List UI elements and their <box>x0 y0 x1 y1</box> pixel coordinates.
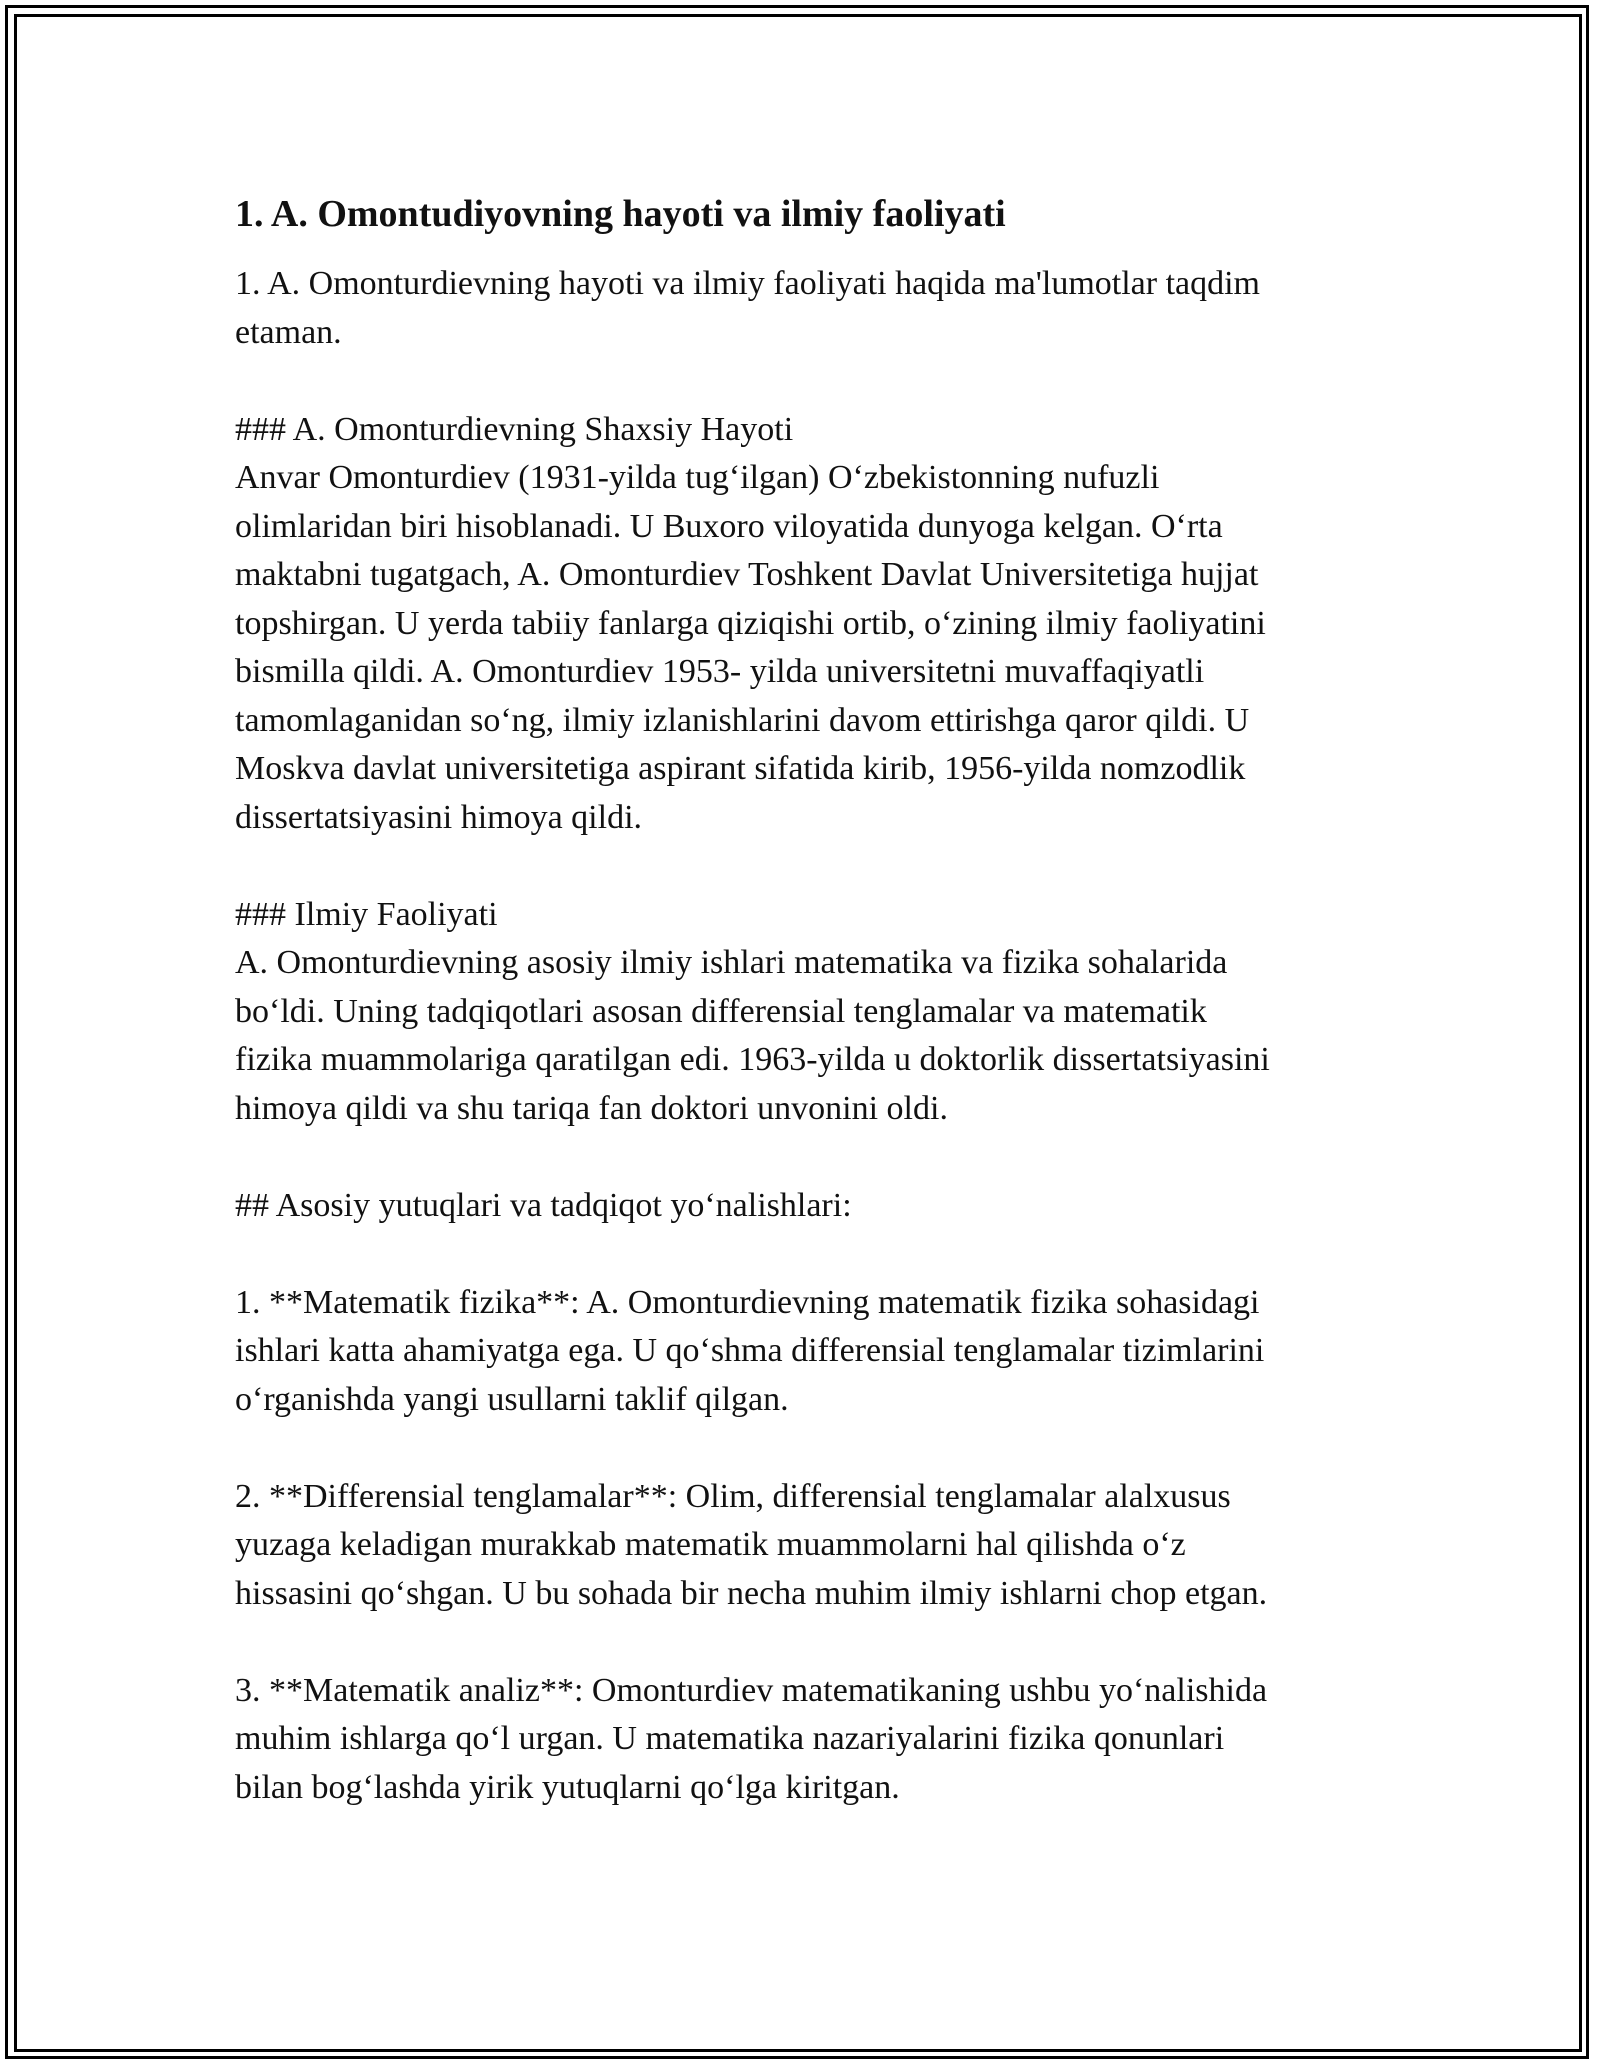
document-body <box>235 188 1365 1812</box>
spacer <box>235 1133 1365 1182</box>
spacer <box>235 1230 1365 1279</box>
section-heading-achievements: ## Asosiy yutuqlari va tadqiqot yo‘nalishlari: <box>235 1186 852 1224</box>
document-title: 1. A. Omontudiyovning hayoti va ilmiy faoliyati <box>235 193 1006 235</box>
achievement-item-differential-equations: 2. **Differensial tenglamalar**: Olim, differensial tenglamalar alalxusus yuzaga keladigan murakkab matematik muammolarni hal qilishda o‘z hissasini qo‘shgan. U bu sohada bir necha muhim ilmiy ishlarni chop etgan. <box>235 1477 1268 1612</box>
achievement-item-mathematical-analysis: 3. **Matematik analiz**: Omonturdiev matematikaning ushbu yo‘nalishida muhim ishlarga qo‘l urgan. U matematika nazariyalarini fizika qonunlari bilan bog‘lashda yirik yutuqlarni qo‘lga kiritgan. <box>235 1671 1268 1806</box>
achievement-item-mathematical-physics: 1. **Matematik fizika**: A. Omonturdievning matematik fizika sohasidagi ishlari katta ahamiyatga ega. U qo‘shma differensial tenglamalar tizimlarini o‘rganishda yangi usullarni taklif qilgan. <box>235 1283 1265 1418</box>
section-heading-scientific-activity: ### Ilmiy Faoliyati <box>235 895 498 933</box>
scientific-activity-paragraph: A. Omonturdievning asosiy ilmiy ishlari matematika va fizika sohalarida bo‘ldi. Uning tadqiqotlari asosan differensial tenglamalar va matematik fizika muammolariga qaratilgan edi. 1963-yilda u doktorlik dissertatsiyasini himoya qildi va shu tariqa fan doktori unvonini oldi. <box>235 944 1270 1127</box>
section-heading-personal-life: ### A. Omonturdievning Shaxsiy Hayoti <box>235 410 794 448</box>
personal-life-paragraph: Anvar Omonturdiev (1931-yilda tug‘ilgan) O‘zbekistonning nufuzli olimlaridan biri hisoblanadi. U Buxoro viloyatida dunyoga kelgan. O‘rta maktabni tugatgach, A. Omonturdiev Toshkent Davlat Universitetiga hujjat topshirgan. U yerda tabiiy fanlarga qiziqishi ortib, o‘zining ilmiy faoliyatini bismilla qildi. A. Omonturdiev 1953- yilda universitetni muvaffaqiyatli tamomlaganidan so‘ng, ilmiy izlanishlarini davom ettirishga qaror qildi. U Moskva davlat universitetiga aspirant sifatida kirib, 1956-yilda nomzodlik dissertatsiyasini himoya qildi. <box>235 459 1266 836</box>
spacer <box>235 1618 1365 1667</box>
spacer <box>235 357 1365 406</box>
spacer <box>235 1424 1365 1473</box>
intro-paragraph: 1. A. Omonturdievning hayoti va ilmiy faoliyati haqida ma'lumotlar taqdim etaman. <box>235 265 1260 351</box>
spacer <box>235 842 1365 891</box>
